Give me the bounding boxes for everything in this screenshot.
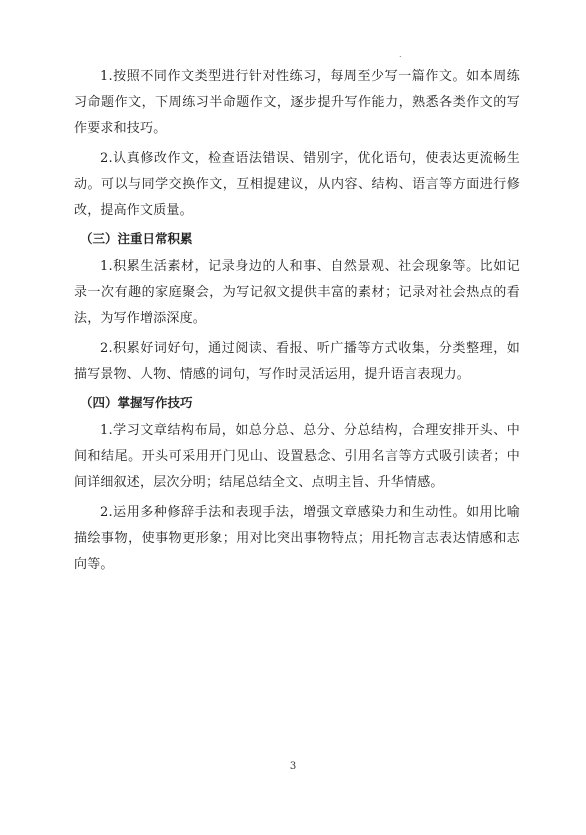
document-body	[74, 64, 520, 582]
paragraph: 1.按照不同作文类型进行针对性练习，每周至少写一篇作文。如本周练习命题作文，下周练习半命题作文，逐步提升写作能力，熟悉各类作文的写作要求和技巧。	[74, 69, 520, 136]
section-heading: （三）注重日常积累	[80, 231, 193, 246]
paragraph: 1.积累生活素材，记录身边的人和事、自然景观、社会现象等。比如记录一次有趣的家庭聚会，为写记叙文提供丰富的素材；记录对社会热点的看法，为写作增添深度。	[74, 259, 520, 326]
paragraph: 2.积累好词好句，通过阅读、看报、听广播等方式收集，分类整理，如描写景物、人物、情感的词句，写作时灵活运用，提升语言表现力。	[74, 341, 520, 382]
section-heading: （四）掌握写作技巧	[80, 395, 193, 410]
paragraph: 1.学习文章结构布局，如总分总、总分、分总结构，合理安排开头、中间和结尾。开头可采用开门见山、设置悬念、引用名言等方式吸引读者；中间详细叙述，层次分明；结尾总结全文、点明主旨、升华情感。	[74, 423, 520, 490]
paragraph: 2.运用多种修辞手法和表现手法，增强文章感染力和生动性。如用比喻描绘事物，使事物更形象；用对比突出事物特点；用托物言志表达情感和志向等。	[74, 505, 520, 572]
paragraph: 2.认真修改作文，检查语法错误、错别字，优化语句，使表达更流畅生动。可以与同学交换作文，互相提建议，从内容、结构、语言等方面进行修改，提高作文质量。	[74, 151, 520, 218]
header-mark: .	[399, 50, 402, 59]
page-number: 3	[289, 761, 297, 772]
